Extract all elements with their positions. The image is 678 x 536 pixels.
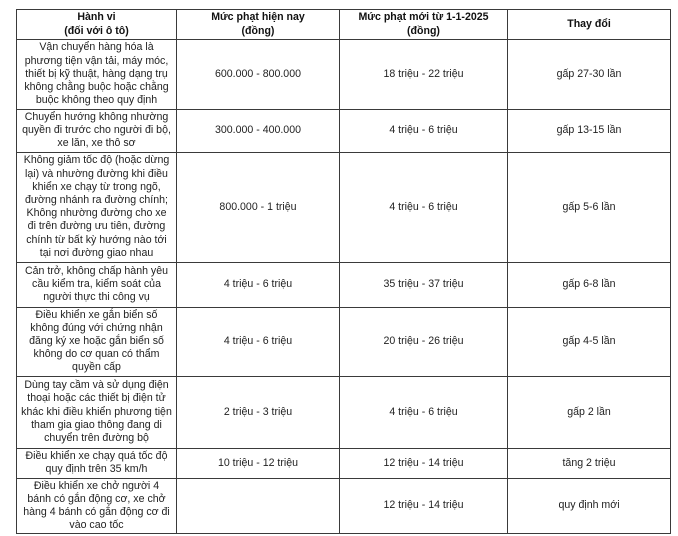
header-new-fine: Mức phạt mới từ 1-1-2025 (đồng): [340, 10, 508, 40]
cell-new-fine: 18 triệu - 22 triệu: [340, 40, 508, 110]
cell-behavior: Không giảm tốc độ (hoặc dừng lại) và nhường đường khi điều khiển xe chạy từ trong ngõ, đường nhánh ra đường chính; Không nhường đường cho xe đi trên đường ưu tiên, đường chính từ bất kỳ hướng nào tới tại nơi đường giao nhau: [17, 152, 177, 262]
cell-current-fine: 4 triệu - 6 triệu: [177, 307, 340, 376]
cell-change: gấp 27-30 lần: [508, 40, 671, 110]
header-row: [17, 10, 671, 40]
table-row: [17, 262, 671, 307]
table-row: [17, 40, 671, 110]
table-row: [17, 307, 671, 376]
cell-new-fine: 35 triệu - 37 triệu: [340, 262, 508, 307]
cell-change: tăng 2 triệu: [508, 448, 671, 478]
header-behavior: Hành vi (đối với ô tô): [17, 10, 177, 40]
cell-new-fine: 20 triệu - 26 triệu: [340, 307, 508, 376]
cell-change: gấp 6-8 lần: [508, 262, 671, 307]
cell-change: gấp 4-5 lần: [508, 307, 671, 376]
cell-new-fine: 12 triệu - 14 triệu: [340, 448, 508, 478]
cell-change: gấp 13-15 lần: [508, 110, 671, 153]
cell-current-fine: 2 triệu - 3 triệu: [177, 376, 340, 448]
cell-new-fine: 4 triệu - 6 triệu: [340, 376, 508, 448]
cell-new-fine: 4 triệu - 6 triệu: [340, 152, 508, 262]
cell-new-fine: 12 triệu - 14 triệu: [340, 478, 508, 534]
table-row: [17, 110, 671, 153]
cell-current-fine: 600.000 - 800.000: [177, 40, 340, 110]
cell-current-fine: 4 triệu - 6 triệu: [177, 262, 340, 307]
cell-behavior: Dùng tay cầm và sử dụng điện thoại hoặc các thiết bị điện tử khác khi điều khiển phương tiện tham gia giao thông đang di chuyển trên đường bộ: [17, 376, 177, 448]
cell-change: gấp 2 lần: [508, 376, 671, 448]
table-row: [17, 478, 671, 534]
document-page: [16, 9, 671, 534]
cell-behavior: Chuyển hướng không nhường quyền đi trước cho người đi bộ, xe lăn, xe thô sơ: [17, 110, 177, 153]
penalty-table: [16, 9, 671, 534]
cell-current-fine: 300.000 - 400.000: [177, 110, 340, 153]
table-row: [17, 448, 671, 478]
table-row: [17, 376, 671, 448]
cell-change: quy định mới: [508, 478, 671, 534]
cell-current-fine: [177, 478, 340, 534]
cell-current-fine: 10 triệu - 12 triệu: [177, 448, 340, 478]
cell-behavior: Cản trở, không chấp hành yêu cầu kiểm tra, kiểm soát của người thực thi công vụ: [17, 262, 177, 307]
cell-change: gấp 5-6 lần: [508, 152, 671, 262]
cell-new-fine: 4 triệu - 6 triệu: [340, 110, 508, 153]
header-current-fine: Mức phạt hiện nay (đồng): [177, 10, 340, 40]
cell-behavior: Điều khiển xe chạy quá tốc độ quy định trên 35 km/h: [17, 448, 177, 478]
cell-behavior: Vận chuyển hàng hóa là phương tiện vận tải, máy móc, thiết bị kỹ thuật, hàng dạng trụ không chằng buộc hoặc chằng buộc không theo quy định: [17, 40, 177, 110]
cell-current-fine: 800.000 - 1 triệu: [177, 152, 340, 262]
cell-behavior: Điều khiển xe chở người 4 bánh có gắn động cơ, xe chở hàng 4 bánh có gắn động cơ đi vào cao tốc: [17, 478, 177, 534]
cell-behavior: Điều khiển xe gắn biển số không đúng với chứng nhận đăng ký xe hoặc gắn biển số không do cơ quan có thẩm quyền cấp: [17, 307, 177, 376]
table-row: [17, 152, 671, 262]
header-change: Thay đổi: [508, 10, 671, 40]
